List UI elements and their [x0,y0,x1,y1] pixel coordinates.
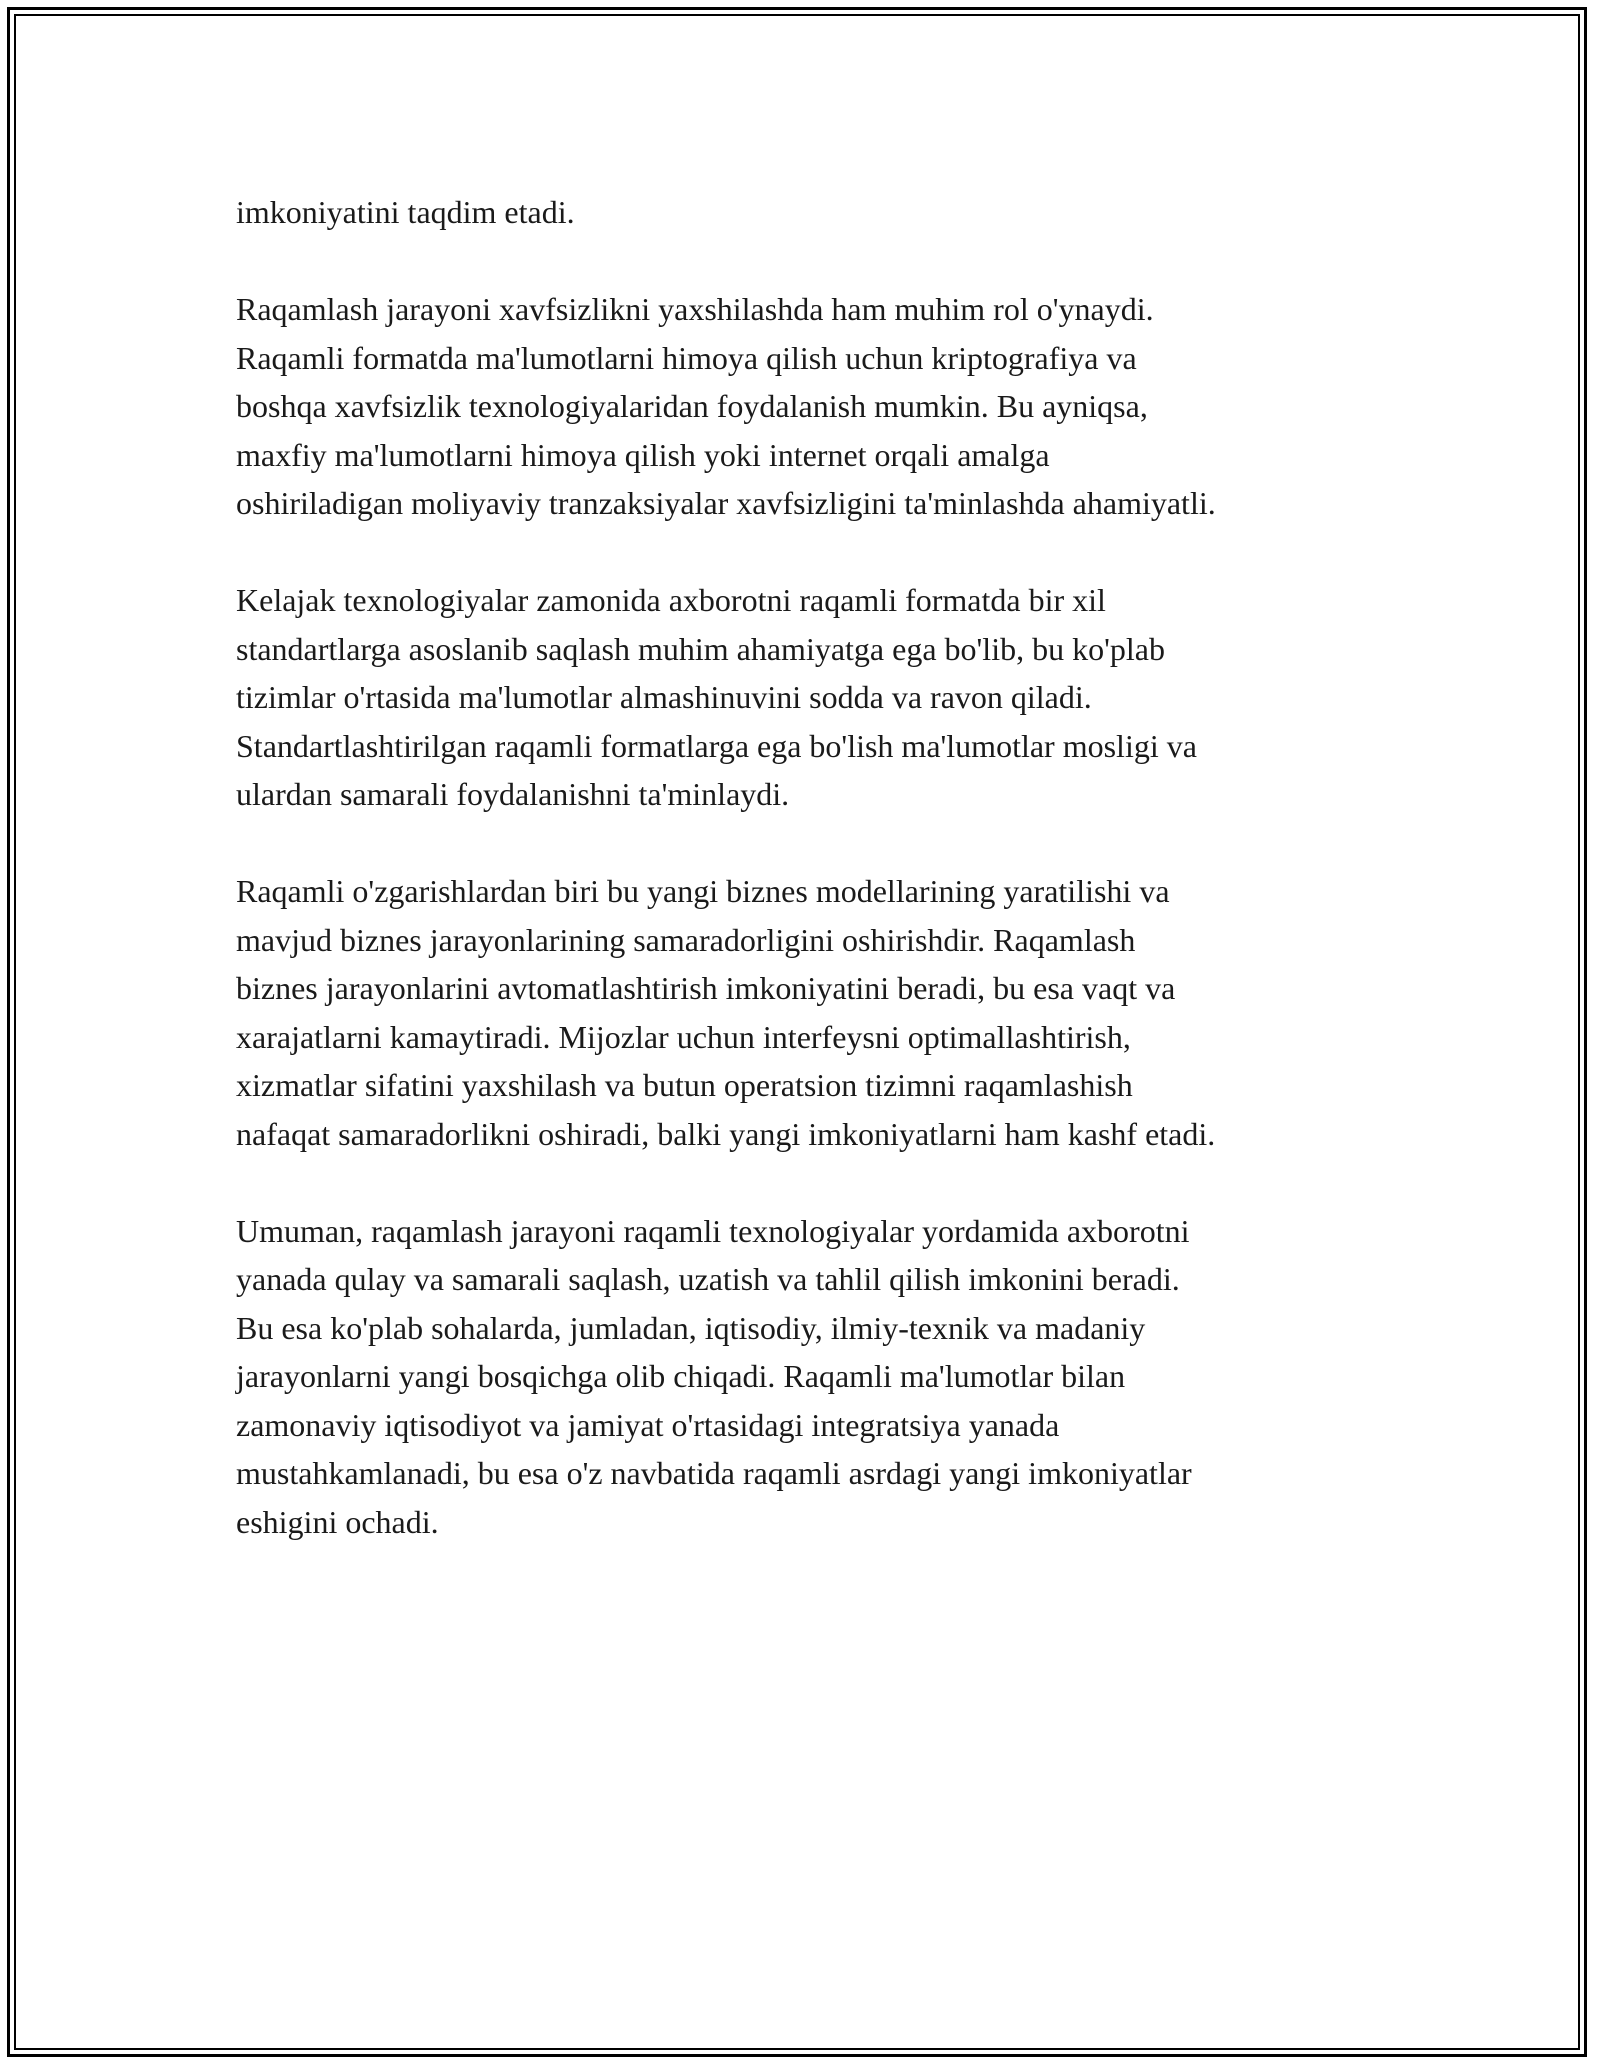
text-line: Bu esa ko'plab sohalarda, jumladan, iqtisodiy, ilmiy-texnik va madaniy [236,1309,1146,1346]
text-line: Umuman, raqamlash jarayoni raqamli texnologiyalar yordamida axborotni [236,1212,1190,1249]
text-line: imkoniyatini taqdim etadi. [236,194,575,230]
paragraph-gap [236,819,1376,868]
text-line: jarayonlarni yangi bosqichga olib chiqadi. Raqamli ma'lumotlar bilan [236,1358,1126,1394]
text-line: xarajatlarni kamaytiradi. Mijozlar uchun interfeysni optimallashtirish, [236,1018,1131,1055]
paragraph-gap [236,237,1376,286]
paragraph [236,285,1376,528]
text-line: Kelajak texnologiyalar zamonida axborotni raqamli formatda bir xil [236,582,1106,618]
text-line: Standartlashtirilgan raqamli formatlarga ega bo'lish ma'lumotlar mosligi va [236,727,1197,764]
text-line: tizimlar o'rtasida ma'lumotlar almashinuvini sodda va ravon qiladi. [236,679,1092,715]
paragraph [236,576,1376,819]
text-line: oshiriladigan moliyaviy tranzaksiyalar xavfsizligini ta'minlashda ahamiyatli. [236,485,1216,521]
text-line: standartlarga asoslanib saqlash muhim ahamiyatga ega bo'lib, bu ko'plab [236,630,1165,667]
text-line: zamonaviy iqtisodiyot va jamiyat o'rtasidagi integratsiya yanada [236,1406,1060,1443]
text-line: Raqamlash jarayoni xavfsizlikni yaxshilashda ham muhim rol o'ynaydi. [236,291,1154,327]
text-line: maxfiy ma'lumotlarni himoya qilish yoki internet orqali amalga [236,436,1050,473]
text-line: mavjud biznes jarayonlarining samaradorligini oshirishdir. Raqamlash [236,921,1136,958]
document-body [236,188,1376,1546]
text-line: ulardan samarali foydalanishni ta'minlaydi. [236,776,790,812]
text-line: biznes jarayonlarini avtomatlashtirish imkoniyatini beradi, bu esa vaqt va [236,970,1176,1006]
paragraph-gap [236,1158,1376,1207]
paragraph [236,188,1376,237]
text-line: yanada qulay va samarali saqlash, uzatish va tahlil qilish imkonini beradi. [236,1261,1180,1297]
text-line: mustahkamlanadi, bu esa o'z navbatida raqamli asrdagi yangi imkoniyatlar [236,1455,1192,1491]
text-line: xizmatlar sifatini yaxshilash va butun operatsion tizimni raqamlashish [236,1067,1133,1103]
paragraph [236,1207,1376,1547]
text-line: eshigini ochadi. [236,1503,439,1540]
text-line: nafaqat samaradorlikni oshiradi, balki yangi imkoniyatlarni ham kashf etadi. [236,1115,1216,1152]
text-line: boshqa xavfsizlik texnologiyalaridan foydalanish mumkin. Bu ayniqsa, [236,388,1148,424]
paragraph [236,867,1376,1158]
text-line: Raqamli o'zgarishlardan biri bu yangi biznes modellarining yaratilishi va [236,873,1170,909]
text-line: Raqamli formatda ma'lumotlarni himoya qilish uchun kriptografiya va [236,339,1137,376]
paragraph-gap [236,528,1376,577]
